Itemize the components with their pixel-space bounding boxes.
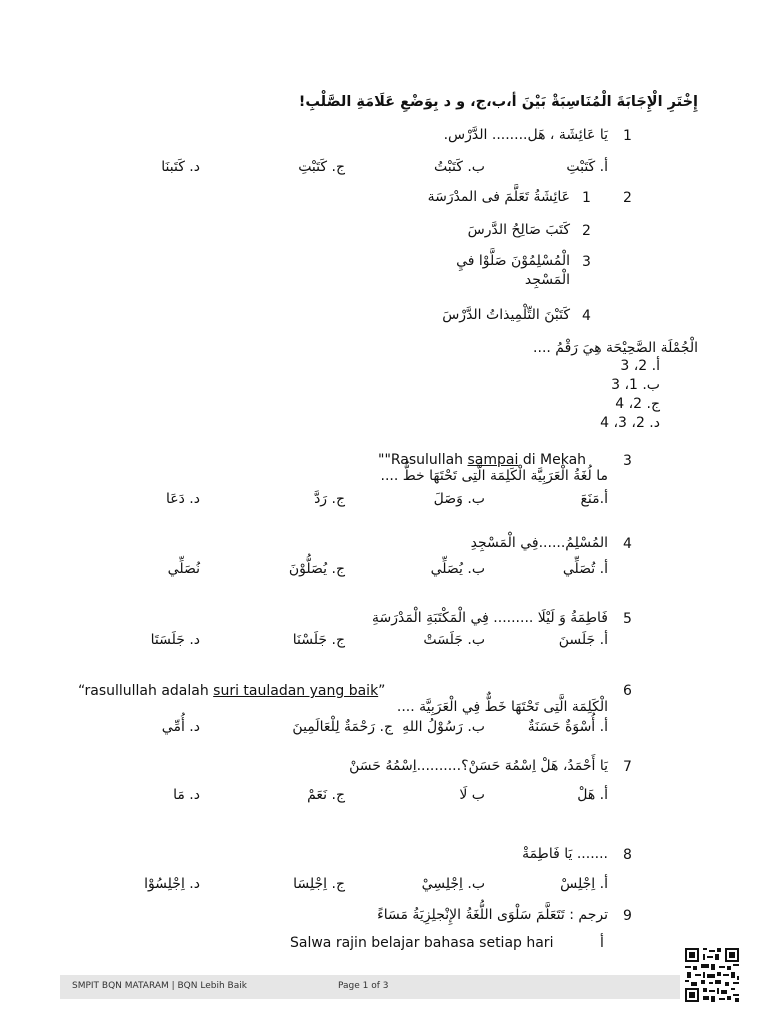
instructions-title: إِخْتَرِ الْإِجَابَةَ الْمُنَاسِبَةْ بَيْنَ أ،ب،ج، و د بِوَضْعِ عَلَامَةِ الصَّلْبِ! (298, 94, 698, 110)
option-a[interactable]: أ. كَتَبْتِ (566, 159, 608, 175)
question-text: المُسْلِمُ......فِي الْمَسْجِدِ (470, 535, 608, 551)
option-d[interactable]: د. جَلَسَتَا (150, 632, 200, 648)
statement-text: الْمُسْلِمُوْنَ صَلَّوْا فيِ (456, 253, 570, 269)
option-d[interactable]: د. أُمِّي (161, 719, 200, 735)
option-b[interactable]: ب. وَصَلَ (433, 491, 485, 507)
question-number: 4 (623, 536, 632, 552)
option-c[interactable]: ج. جَلَسْنَا (292, 632, 345, 648)
question-text: يَا أَحْمَدُ، هَلْ اِسْمُهَ حَسَنْ؟..........اِسْمُهُ حَسَنْ (349, 758, 608, 774)
option-c[interactable]: ج. اِجْلِسَا (293, 876, 345, 892)
question-text: الْكَلِمَة الَّتِى تَحْتَهَا خَطٌّ فِي الْعَرَبِيَّة .... (396, 699, 608, 715)
question-number: 3 (623, 453, 632, 469)
question-text: الْجُمْلَة الصَّحِيْحَة هِيَ رَقْمُ .... (533, 340, 698, 356)
option-d[interactable]: د. اِجْلِسُوْا (144, 876, 200, 892)
answer-a-letter: أ (600, 935, 604, 951)
option-a[interactable]: أ. جَلَسنَ (558, 632, 608, 648)
statement-text: كَتَبَ صَالِحُ الدَّرسَ (467, 222, 570, 238)
sentence-part: di Mekah (518, 452, 587, 468)
option-c[interactable]: ج. رَحْمَةٌ لِلْعَالَمِينَ (292, 719, 393, 735)
option-c[interactable]: ج. رَدَّ (314, 491, 345, 507)
option-d[interactable]: د. مَا (173, 787, 200, 803)
option-a[interactable]: أ.مَنَعَ (580, 491, 608, 507)
statement-number: 1 (582, 190, 591, 206)
question-number: 7 (623, 759, 632, 775)
option-a[interactable]: أ. 2، 3 (620, 358, 660, 374)
option-b[interactable]: ب. جَلَسَتْ (423, 632, 485, 648)
sentence-part: ” (378, 683, 386, 699)
statement-number: 4 (582, 308, 591, 324)
statement-text: كَتَبْنَ التِّلْمِيذاتُ الدَّرْسَ (442, 307, 570, 323)
option-c[interactable]: ج. 2، 4 (615, 396, 660, 412)
option-d[interactable]: د. كَتَبنَا (161, 159, 200, 175)
qr-code-icon (683, 946, 741, 1004)
question-text: ما لُغَةُ الْعَرَبِيَّة الْكَلِمَة الَّتِى تَحْتَهَا خطٌّ .... (380, 468, 608, 484)
sentence-part: “rasullullah adalah (78, 683, 214, 699)
option-d[interactable]: د. دَعَا (166, 491, 200, 507)
option-d[interactable]: نُصَلِّي (167, 561, 200, 577)
question-text: يَا عَائِشَة ، هَل........ الدَّرْس. (443, 127, 608, 143)
option-a[interactable]: أ. هَلْ (577, 787, 608, 803)
question-text: ....... يَا فَاطِمَةْ (522, 846, 608, 862)
question-number: 2 (623, 190, 632, 206)
footer-page-number: Page 1 of 3 (338, 981, 389, 991)
option-b[interactable]: ب. يُصَلِّي (430, 561, 485, 577)
latin-sentence (78, 682, 385, 700)
option-d[interactable]: د. 2، 3، 4 (600, 415, 660, 431)
option-b[interactable]: ب. رَسُوْلُ اللهِ (402, 719, 485, 735)
option-c[interactable]: ج. كَتَبْتِ (298, 159, 345, 175)
footer-school: SMPIT BQN MATARAM | BQN Lebih Baik (72, 981, 247, 991)
question-number: 1 (623, 128, 632, 144)
statement-text: عَائِشَةُ تَعَلَّمَ فى المدْرَسَة (427, 189, 570, 205)
option-b[interactable]: ب لَا (459, 787, 485, 803)
option-b[interactable]: ب. اِجْلِسِيْ (421, 876, 485, 892)
option-c[interactable]: ج. نَعَمْ (307, 787, 345, 803)
option-b[interactable]: ب. كَتَبْتُ (434, 159, 485, 175)
question-number: 5 (623, 611, 632, 627)
statement-number: 3 (582, 254, 591, 270)
statement-number: 2 (582, 223, 591, 239)
underlined-word: sampai (467, 452, 519, 468)
question-text: فَاطِمَةُ وَ لَيْلَا ......... فِي الْمَكْتَبَةِ الْمَدْرَسَةِ (372, 610, 608, 626)
sentence-part: ""Rasulullah (378, 452, 468, 468)
statement-text: الْمَسْجِد (524, 272, 570, 288)
option-c[interactable]: ج. يُصَلُّوْنَ (288, 561, 345, 577)
option-b[interactable]: ب. 1، 3 (611, 377, 660, 393)
underlined-phrase: suri tauladan yang baik (213, 683, 379, 699)
question-number: 6 (623, 683, 632, 699)
question-number: 8 (623, 847, 632, 863)
option-a[interactable]: أ. اِجْلِسْ (560, 876, 608, 892)
option-a[interactable]: أ. أُسْوَةٌ حَسَنَةٌ (527, 719, 608, 735)
answer-a-text[interactable]: Salwa rajin belajar bahasa setiap hari (290, 935, 554, 951)
option-a[interactable]: أ. تُصَلِّي (562, 561, 608, 577)
question-text: ترجم : تَتَعَلَّمَ سَلْوَى اللُّغَةُ الإِنْجلِزِيَةُ مَسَاءً (377, 907, 608, 923)
question-number: 9 (623, 908, 632, 924)
page-footer (60, 975, 680, 999)
